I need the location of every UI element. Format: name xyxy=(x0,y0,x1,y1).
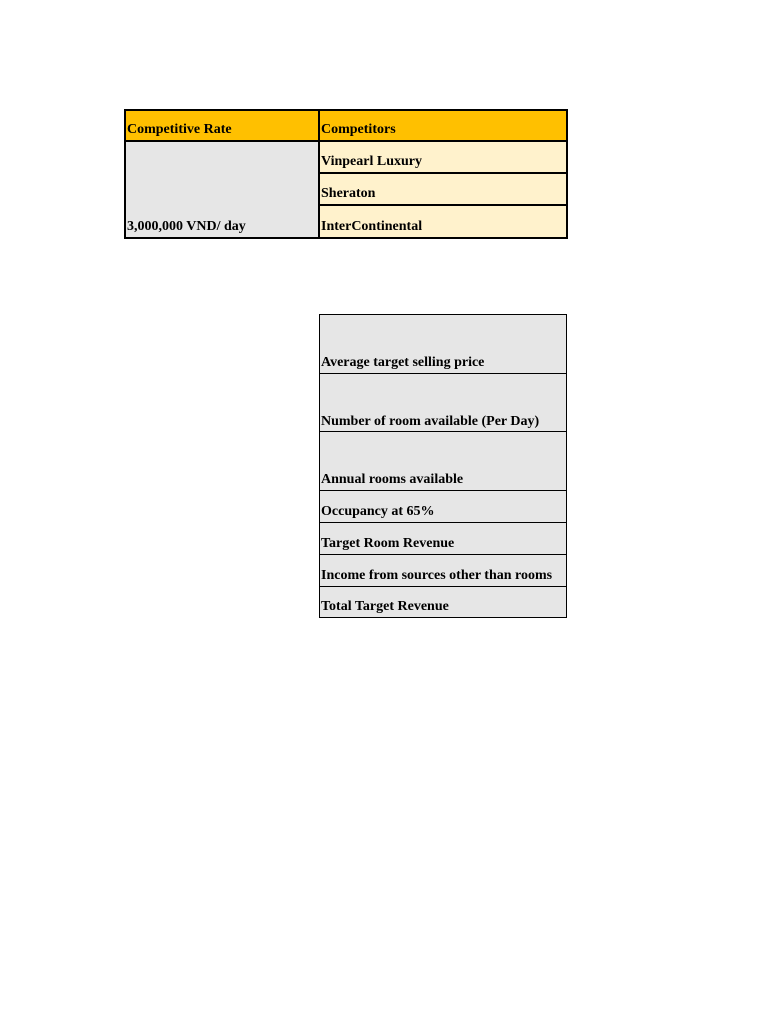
competitor-name: Vinpearl Luxury xyxy=(321,154,422,169)
competitors-header xyxy=(318,109,568,142)
revenue-row xyxy=(319,522,567,555)
revenue-row-label: Total Target Revenue xyxy=(321,599,449,614)
competitive-rate-header-label: Competitive Rate xyxy=(127,122,232,137)
revenue-row xyxy=(319,314,567,374)
competitor-name: InterContinental xyxy=(321,219,423,234)
revenue-row xyxy=(319,586,567,618)
competitive-rate-header xyxy=(124,109,320,142)
revenue-row xyxy=(319,373,567,433)
competitor-cell xyxy=(318,140,568,174)
competitors-header-label: Competitors xyxy=(321,122,396,137)
revenue-row-label: Income from sources other than rooms xyxy=(321,568,553,583)
revenue-row xyxy=(319,554,567,587)
revenue-row-label: Number of room available (Per Day) xyxy=(321,414,540,429)
competitor-name: Sheraton xyxy=(321,186,376,201)
revenue-row-label: Average target selling price xyxy=(321,355,485,370)
revenue-row xyxy=(319,490,567,523)
competitive-rate-value: 3,000,000 VND/ day xyxy=(127,219,246,234)
competitive-rate-value-cell xyxy=(124,140,320,239)
competitor-cell xyxy=(318,172,568,206)
competitor-cell xyxy=(318,204,568,239)
revenue-row-label: Target Room Revenue xyxy=(321,536,455,551)
revenue-row-label: Occupancy at 65% xyxy=(321,504,435,519)
revenue-row xyxy=(319,431,567,491)
revenue-row-label: Annual rooms available xyxy=(321,472,464,487)
